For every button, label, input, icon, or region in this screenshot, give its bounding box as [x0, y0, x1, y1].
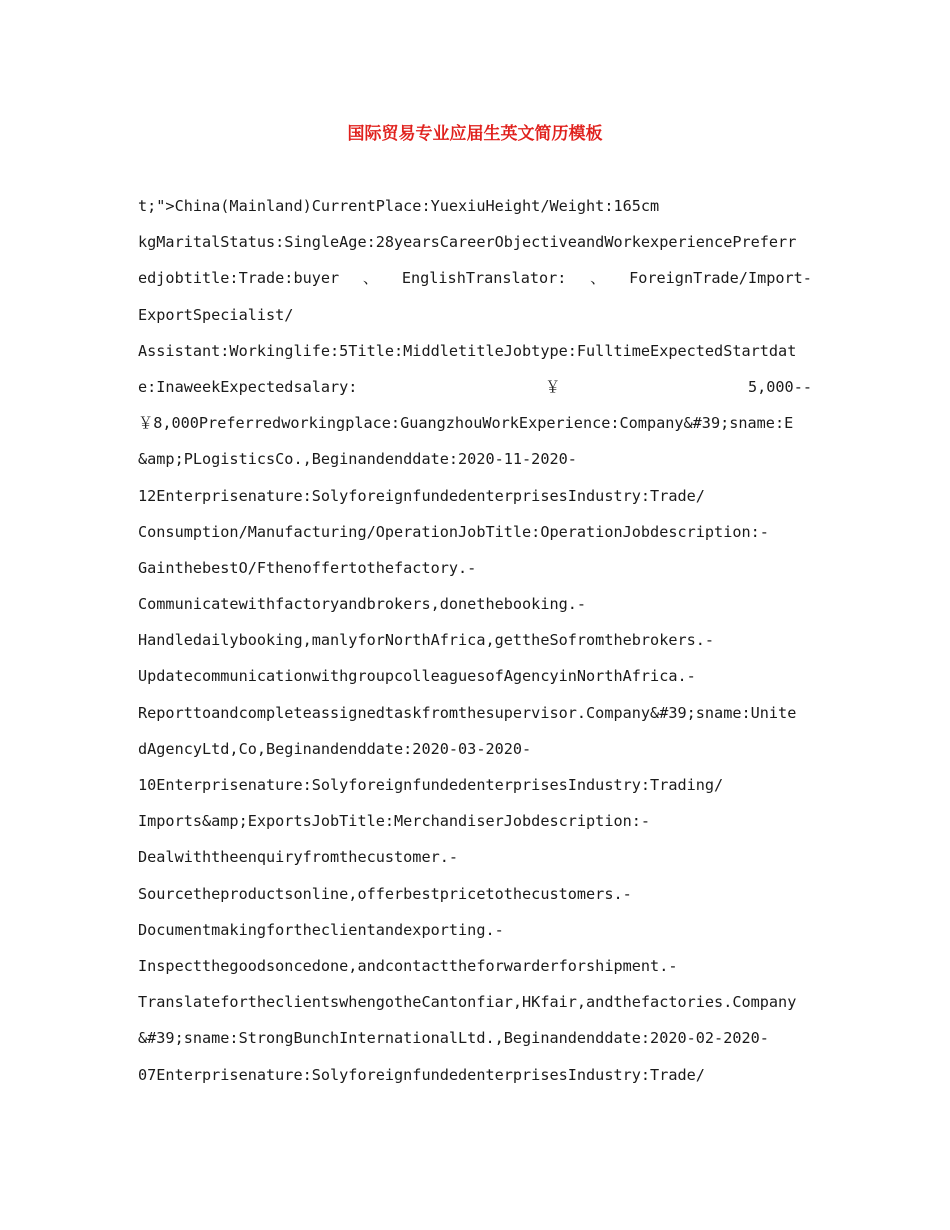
text-line — [138, 918, 812, 954]
text-segment: Dealwiththeenquiryfromthecustomer.- — [138, 848, 459, 867]
text-line — [138, 1026, 812, 1062]
text-line — [138, 339, 812, 375]
text-segment: Documentmakingfortheclientandexporting.- — [138, 920, 504, 939]
text-line — [138, 194, 812, 230]
text-segment: Communicatewithfactoryandbrokers,donethebooking.- — [138, 595, 587, 614]
text-line — [138, 411, 812, 447]
text-segment: 、 — [362, 269, 379, 288]
text-line — [138, 701, 812, 737]
text-segment: ￥ — [545, 377, 561, 396]
text-segment: kgMaritalStatus:SingleAge:28yearsCareerObjectiveandWorkexperiencePreferr — [138, 233, 797, 252]
text-segment: edjobtitle:Trade:buyer — [138, 269, 340, 288]
text-segment: GainthebestO/Fthenoffertothefactory.- — [138, 558, 477, 577]
text-line — [138, 520, 812, 556]
text-segment: ExportSpecialist/ — [138, 305, 294, 324]
text-segment: dAgencyLtd,Co,Beginandenddate:2020-03-2020- — [138, 739, 532, 758]
text-line — [138, 628, 812, 664]
text-line — [138, 447, 812, 483]
text-line — [138, 556, 812, 592]
text-segment: Consumption/Manufacturing/OperationJobTitle:OperationJobdescription:- — [138, 522, 769, 541]
text-segment: 、 — [590, 269, 606, 288]
text-line — [138, 845, 812, 881]
text-segment: 12Enterprisenature:SolyforeignfundedenterprisesIndustry:Trade/ — [138, 486, 705, 505]
text-line — [138, 737, 812, 773]
text-line — [138, 882, 812, 918]
text-segment: TranslatefortheclientswhengotheCantonfiar,HKfair,andthefactories.Company — [138, 993, 797, 1012]
document-title: 国际贸易专业应届生英文简历模板 — [347, 124, 603, 144]
text-segment: e:InaweekExpectedsalary: — [138, 377, 358, 396]
text-line — [138, 954, 812, 990]
text-segment: ForeignTrade/Import- — [629, 269, 812, 288]
text-line — [138, 990, 812, 1026]
text-segment: Inspectthegoodsoncedone,andcontacttheforwarderforshipment.- — [138, 956, 678, 975]
text-line — [138, 230, 812, 266]
text-line — [138, 592, 812, 628]
text-segment: t;">China(Mainland)CurrentPlace:YuexiuHeight/Weight:165cm — [138, 197, 660, 215]
text-segment: Handledailybooking,manlyforNorthAfrica,gettheSofromthebrokers.- — [138, 631, 715, 650]
resume-body-text — [138, 194, 812, 1099]
text-segment: 5,000-- — [747, 377, 812, 396]
text-segment: 10Enterprisenature:SolyforeignfundedenterprisesIndustry:Trading/ — [138, 776, 724, 794]
text-segment: &#39;sname:StrongBunchInternationalLtd.,Beginandenddate:2020-02-2020- — [138, 1029, 769, 1048]
text-segment: Reporttoandcompleteassignedtaskfromthesupervisor.Company&#39;sname:Unite — [138, 703, 797, 722]
text-segment: Sourcetheproductsonline,offerbestpricetothecustomers.- — [138, 884, 632, 903]
text-segment: UpdatecommunicationwithgroupcolleaguesofAgencyinNorthAfrica.- — [138, 667, 696, 686]
text-line — [138, 773, 812, 809]
text-line — [138, 809, 812, 845]
text-line — [138, 664, 812, 700]
text-segment: ￥8,000Preferredworkingplace:GuangzhouWorkExperience:Company&#39;sname:E — [138, 414, 794, 433]
text-line — [138, 1063, 812, 1099]
text-segment: Imports&amp;ExportsJobTitle:MerchandiserJobdescription:- — [138, 812, 651, 831]
text-segment: 07Enterprisenature:SolyforeignfundedenterprisesIndustry:Trade/ — [138, 1065, 705, 1084]
text-line — [138, 484, 812, 520]
text-segment: Assistant:Workinglife:5Title:MiddletitleJobtype:FulltimeExpectedStartdat — [138, 341, 797, 360]
text-line — [138, 375, 812, 411]
text-line — [138, 266, 812, 302]
text-segment: EnglishTranslator: — [401, 269, 567, 288]
text-segment: &amp;PLogisticsCo.,Beginandenddate:2020-11-2020- — [138, 450, 577, 469]
text-line — [138, 303, 812, 339]
